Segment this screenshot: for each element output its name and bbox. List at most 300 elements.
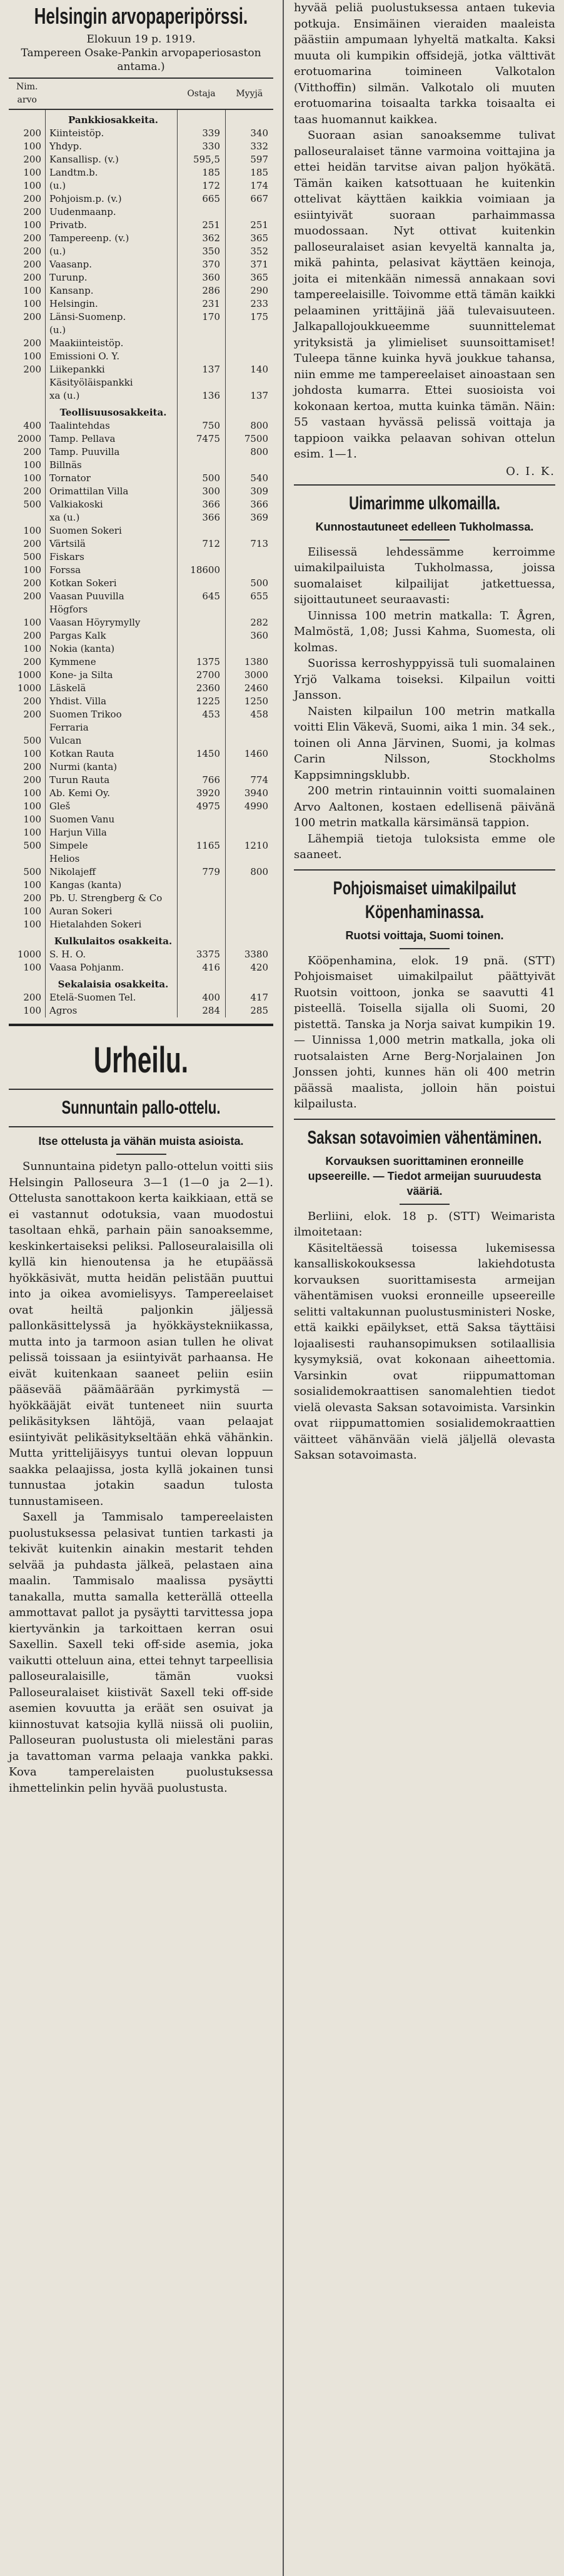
company-name: xa (u.)	[49, 512, 80, 523]
stock-row	[9, 485, 273, 498]
seller-price: 655	[226, 590, 274, 603]
company-name: Kiinteistöp.	[49, 127, 104, 139]
buyer-price: 360	[178, 271, 226, 284]
seller-price	[226, 350, 274, 363]
company-name: Forssa	[49, 564, 81, 576]
football-continued: Suoraan asian sanoaksemme tulivat palloseuralaiset tänne varmoina voittajina ja ettei heidän tarvitse aivan paljon hyökätä. Tämän kaiken katsottuaan he kuitenkin ottelivat käyttäen kaikkia voimiaan ja esiintyivät suoraan parhaimmassa muodossaan. Nyt ottivat kuitenkin palloseuralaiset asian kevyeltä kannalta ja, mikä pahinta, pelasivat käyttäen keinoja, joita ei mitenkään nimessä annakaan sovi tampereelaisille. Toivomme että tämän kaikki pelaaminen yrittäjinä jää tulevaisuuteen. Jalkapallojoukkueemme suunnittelemat yrityksistä ja ylimieliset suunsoittamiset! Tuleepa tänne kuinka hyvä joukkue tahansa, niin emme me tampereelaiset ainoastaan sen johdosta kumarra. Ettei suosioista voi kokonaan kertoa, mutta kuinka tämän. Näin: 55 vastaan hyvässä pelissä voittaja ja tappioon vaikka pelaavan sohivan ottelun esim. 1—1.	[294, 129, 555, 461]
divider	[400, 539, 450, 541]
stock-row	[9, 642, 273, 656]
seller-price	[226, 879, 274, 892]
stock-row	[9, 363, 273, 376]
buyer-price	[178, 629, 226, 642]
company-name: Tornator	[49, 472, 91, 484]
seller-price	[226, 564, 274, 577]
buyer-price	[178, 459, 226, 472]
nominal-value: 200	[9, 232, 46, 245]
nominal-value: 100	[9, 524, 46, 537]
nominal-value: 200	[9, 892, 46, 905]
nominal-value: 200	[9, 271, 46, 284]
col-name	[46, 78, 178, 109]
seller-price: 4990	[226, 800, 274, 813]
stock-row	[9, 472, 273, 485]
nominal-value: 200	[9, 629, 46, 642]
buyer-price: 136	[178, 389, 226, 402]
company-name: Yhdyp.	[49, 141, 83, 152]
buyer-price	[178, 350, 226, 363]
seller-price	[226, 459, 274, 472]
company-name: Harjun Villa	[49, 827, 107, 838]
stock-row	[9, 232, 273, 245]
army-headline: Saksan sotavoimien vähentäminen.	[307, 1127, 542, 1148]
buyer-price: 779	[178, 866, 226, 879]
buyer-price: 284	[178, 1004, 226, 1017]
nominal-value: 100	[9, 350, 46, 363]
army-paragraph: Käsiteltäessä toisessa lukemisessa kansalliskokouksessa lakiehdotusta korvauksen suorittamisesta armeijan vähentämisen vuoksi eronneille upseereille selitti valtakunnan puolustusministeri Noske, että kaikki epäilykset, että Saksa täyttäisi lojaalisesti rauhansopimuksen sotilaallisia kysymyksiä, ovat kokonaan aiheettomia. Varsinkin ovat riippumattoman sosialidemokraattisen sanomalehtien tiedot vielä olevasta Saksan sotavoimista. Varsinkin ovat riippumattomien sosialidemokraattien väitteet vähänvään vielä jäljellä olevasta Saksan sotavoimasta.	[294, 1241, 555, 1462]
buyer-price	[178, 721, 226, 734]
stock-row	[9, 961, 273, 974]
stock-row	[9, 721, 273, 734]
buyer-price	[178, 879, 226, 892]
stock-row	[9, 918, 273, 931]
nominal-value	[9, 603, 46, 616]
stock-row	[9, 629, 273, 642]
nominal-value: 100	[9, 787, 46, 800]
company-name: Högfors	[49, 604, 88, 615]
stock-row	[9, 577, 273, 590]
seller-price	[226, 206, 274, 219]
buyer-price	[178, 616, 226, 629]
company-name: Ferraria	[49, 722, 89, 733]
buyer-price: 1165	[178, 839, 226, 852]
stock-row	[9, 905, 273, 918]
nominal-value: 100	[9, 459, 46, 472]
seller-price	[226, 642, 274, 656]
swim1-headline: Uimarimme ulkomailla.	[349, 492, 500, 514]
seller-price: 175	[226, 311, 274, 324]
company-name: Gleš	[49, 801, 71, 812]
nominal-value: 100	[9, 905, 46, 918]
nominal-value: 200	[9, 258, 46, 271]
buyer-price	[178, 337, 226, 350]
football-deck: Itse ottelusta ja vähän muista asioista.	[38, 1135, 244, 1147]
seller-price: 713	[226, 537, 274, 551]
seller-price: 369	[226, 511, 274, 524]
company-name: Vaasan Höyrymylly	[49, 617, 141, 628]
company-name: Pb. U. Strengberg & Co	[49, 892, 163, 904]
divider	[400, 948, 450, 949]
buyer-price: 170	[178, 311, 226, 324]
nominal-value	[9, 721, 46, 734]
nominal-value: 100	[9, 166, 46, 179]
nominal-value: 200	[9, 363, 46, 376]
stock-title: Helsingin arvopaperipörssi.	[34, 3, 248, 29]
nominal-value: 100	[9, 642, 46, 656]
stock-row	[9, 271, 273, 284]
stock-row	[9, 682, 273, 695]
company-name: Fiskars	[49, 551, 84, 562]
stock-row	[9, 800, 273, 813]
swim2-deck: Ruotsi voittaja, Suomi toinen.	[345, 929, 504, 942]
seller-price: 352	[226, 245, 274, 258]
buyer-price: 366	[178, 498, 226, 511]
buyer-price	[178, 826, 226, 839]
company-name: Kotkan Sokeri	[49, 577, 117, 589]
seller-price: 800	[226, 419, 274, 432]
swim1-deck: Kunnostautuneet edelleen Tukholmassa.	[315, 520, 534, 533]
company-name: Suomen Trikoo	[49, 709, 122, 720]
buyer-price: 172	[178, 179, 226, 192]
buyer-price: 366	[178, 511, 226, 524]
nominal-value: 200	[9, 446, 46, 459]
company-name: Turunp.	[49, 272, 88, 283]
nominal-value: 100	[9, 179, 46, 192]
nominal-value: 200	[9, 153, 46, 166]
buyer-price: 339	[178, 127, 226, 140]
nominal-value: 2000	[9, 432, 46, 446]
buyer-price: 3375	[178, 948, 226, 961]
seller-price: 285	[226, 1004, 274, 1017]
right-column	[285, 0, 564, 2576]
seller-price: 3380	[226, 948, 274, 961]
seller-price: 1250	[226, 695, 274, 708]
stock-row	[9, 787, 273, 800]
seller-price	[226, 905, 274, 918]
seller-price: 1210	[226, 839, 274, 852]
buyer-price: 370	[178, 258, 226, 271]
football-continued: hyvää peliä puolustuksessa antaen tukevia potkuja. Ensimäinen vieraiden maaleista päästiin ampumaan lyhyeltä matkalta. Kaksi muuta oli kumpikin offsidejä, jotka välttivät erotuomarina toimineen Valkotalon (Vitthoffin) silmän. Valkotalo oli muuten erotuomarina toisaalta tarkka toisaalta ei taas huomannut kaikkea.	[294, 1, 555, 126]
seller-price: 500	[226, 577, 274, 590]
stock-row	[9, 459, 273, 472]
nominal-value: 200	[9, 695, 46, 708]
nominal-value: 500	[9, 551, 46, 564]
stock-row	[9, 813, 273, 826]
seller-price	[226, 761, 274, 774]
stock-source: Tampereen Osake-Pankin arvopaperiosaston antama.)	[21, 47, 261, 73]
divider	[294, 1119, 555, 1120]
stock-row	[9, 590, 273, 603]
nominal-value: 200	[9, 192, 46, 206]
divider	[294, 484, 555, 486]
nominal-value: 200	[9, 485, 46, 498]
buyer-price: 286	[178, 284, 226, 297]
sports-section-title: Urheilu.	[93, 1040, 189, 1081]
seller-price	[226, 337, 274, 350]
seller-price: 3940	[226, 787, 274, 800]
stock-row	[9, 747, 273, 761]
buyer-price	[178, 603, 226, 616]
company-name: Taalintehdas	[49, 420, 110, 431]
nominal-value: 500	[9, 866, 46, 879]
stock-row	[9, 852, 273, 866]
buyer-price	[178, 852, 226, 866]
nominal-value: 100	[9, 1004, 46, 1017]
stock-row	[9, 695, 273, 708]
buyer-price: 1375	[178, 656, 226, 669]
company-name: Kotkan Rauta	[49, 748, 114, 759]
nominal-value: 100	[9, 879, 46, 892]
divider	[400, 1204, 450, 1205]
seller-price: 251	[226, 219, 274, 232]
company-name: Simpele	[49, 840, 88, 851]
seller-price: 340	[226, 127, 274, 140]
company-name: Kone- ja Silta	[49, 669, 113, 681]
company-name: Helios	[49, 853, 80, 864]
nominal-value: 200	[9, 577, 46, 590]
stock-row	[9, 669, 273, 682]
company-name: Turun Rauta	[49, 774, 110, 786]
company-name: Tamp. Puuvilla	[49, 446, 120, 457]
nominal-value: 100	[9, 826, 46, 839]
stock-section-heading	[9, 931, 273, 948]
swim1-paragraph: Lähempiä tietoja tuloksista emme ole saaneet.	[294, 832, 555, 861]
divider	[9, 1089, 273, 1090]
company-name: Tampereenp. (v.)	[49, 232, 129, 244]
company-name: (u.)	[49, 246, 66, 257]
section-label: Sekalaisia osakkeita.	[58, 979, 169, 990]
nominal-value: 200	[9, 991, 46, 1004]
buyer-price: 362	[178, 232, 226, 245]
company-name: Emissioni O. Y.	[49, 351, 120, 362]
stock-row	[9, 564, 273, 577]
buyer-price	[178, 577, 226, 590]
football-paragraph: Sunnuntaina pidetyn pallo-ottelun voitti siis Helsingin Palloseura 3—1 (1—0 ja 2—1). Ottelusta sanottakoon kerta kaikkiaan, että se ei vastannut odotuksia, vaan muodostui tasoltaan ehkä, parhain päin sanoaksemme, keskinkertaiseksi peliksi. Palloseuralaisilla oli kyllä kin hienoutensa ja he etupäässä hyökkäsivät, mutta heidän pelistään puuttui into ja oikea avomielisyys. Tampereelaiset ovat heiltä paljonkin jäljessä pallonkäsittelyssä ja hyökkäystekniikassa, mutta into ja tarmoon asian tullen he olivat pelissä toissaan ja esiintyivät parhaansa. He eivät kuitenkaan saaneet peliin esiin pääsevää päämäärään pyrkimystä — hyökkääjät eivät tunteneet niin suurta pelikäsityksen lähtöjä, vaan pelaajat esiintyivät pelikäsitykseltään ehkä vähänkin. Mutta yrittelijäisyys tuntui olevan loppuun saakka pelaajissa, josta kyllä jokainen tunsi tunnustaa jotakin saadun tulosta tunnustamiseen.	[9, 1160, 273, 1508]
buyer-price	[178, 376, 226, 389]
nominal-value: 200	[9, 774, 46, 787]
buyer-price	[178, 524, 226, 537]
stock-row	[9, 153, 273, 166]
stock-row	[9, 991, 273, 1004]
nominal-value	[9, 324, 46, 337]
seller-price: 540	[226, 472, 274, 485]
seller-price: 417	[226, 991, 274, 1004]
seller-price: 1460	[226, 747, 274, 761]
company-name: Vaasan Puuvilla	[49, 591, 124, 602]
army-deck: Korvauksen suorittaminen eronneille upseereille. — Tiedot armeijan suuruudesta vääriä.	[308, 1154, 541, 1197]
stock-row	[9, 551, 273, 564]
nominal-value: 500	[9, 839, 46, 852]
nominal-value: 100	[9, 961, 46, 974]
section-divider	[9, 1024, 273, 1026]
swim2-headline: Pohjoismaiset uimakilpailut Köpenhaminassa.	[333, 877, 516, 922]
seller-price	[226, 734, 274, 747]
stock-row	[9, 166, 273, 179]
seller-price: 7500	[226, 432, 274, 446]
stock-row	[9, 537, 273, 551]
seller-price: 667	[226, 192, 274, 206]
company-name: Orimattilan Villa	[49, 486, 129, 497]
buyer-price: 2360	[178, 682, 226, 695]
buyer-price: 7475	[178, 432, 226, 446]
company-name: Agros	[49, 1005, 78, 1016]
buyer-price: 665	[178, 192, 226, 206]
company-name: Yhdist. Villa	[49, 696, 107, 707]
buyer-price: 251	[178, 219, 226, 232]
seller-price: 140	[226, 363, 274, 376]
nominal-value: 100	[9, 564, 46, 577]
stock-row	[9, 498, 273, 511]
section-label: Pankkiosakkeita.	[68, 114, 159, 126]
company-name: Nurmi (kanta)	[49, 761, 118, 772]
seller-price: 233	[226, 297, 274, 311]
seller-price: 420	[226, 961, 274, 974]
football-headline: Sunnuntain pallo-ottelu.	[61, 1097, 221, 1118]
seller-price	[226, 892, 274, 905]
company-name: Värtsilä	[49, 538, 86, 549]
stock-row	[9, 826, 273, 839]
seller-price: 2460	[226, 682, 274, 695]
divider	[116, 1154, 166, 1155]
nominal-value: 200	[9, 206, 46, 219]
buyer-price: 712	[178, 537, 226, 551]
company-name: Helsingin.	[49, 298, 98, 309]
company-name: (u.)	[49, 180, 66, 191]
nominal-value: 500	[9, 734, 46, 747]
seller-price	[226, 551, 274, 564]
nominal-value: 100	[9, 140, 46, 153]
nominal-value: 500	[9, 498, 46, 511]
seller-price: 365	[226, 271, 274, 284]
stock-row	[9, 708, 273, 721]
seller-price: 597	[226, 153, 274, 166]
nominal-value: 1000	[9, 948, 46, 961]
seller-price: 371	[226, 258, 274, 271]
stock-row	[9, 337, 273, 350]
stock-row	[9, 258, 273, 271]
army-paragraph: Berliini, elok. 18 p. (STT) Weimarista ilmoitetaan:	[294, 1209, 555, 1239]
nominal-value: 200	[9, 708, 46, 721]
stock-row	[9, 839, 273, 852]
nominal-value: 200	[9, 656, 46, 669]
nominal-value: 100	[9, 472, 46, 485]
seller-price	[226, 826, 274, 839]
buyer-price: 766	[178, 774, 226, 787]
company-name: Billnäs	[49, 459, 82, 471]
stock-row	[9, 179, 273, 192]
seller-price: 332	[226, 140, 274, 153]
buyer-price: 2700	[178, 669, 226, 682]
company-name: Suomen Sokeri	[49, 525, 122, 536]
buyer-price	[178, 734, 226, 747]
divider	[9, 1126, 273, 1127]
stock-table	[9, 77, 273, 1017]
nominal-value	[9, 852, 46, 866]
company-name: Kansanp.	[49, 285, 94, 296]
buyer-price: 350	[178, 245, 226, 258]
buyer-price	[178, 813, 226, 826]
stock-row	[9, 616, 273, 629]
company-name: S. H. O.	[49, 949, 86, 960]
company-name: Nokia (kanta)	[49, 643, 115, 654]
seller-price: 309	[226, 485, 274, 498]
company-name: Valkiakoski	[49, 499, 103, 510]
seller-price: 3000	[226, 669, 274, 682]
stock-row	[9, 350, 273, 363]
buyer-price: 453	[178, 708, 226, 721]
company-name: (u.)	[49, 324, 66, 336]
football-paragraph: Saxell ja Tammisalo tampereelaisten puolustuksessa pelasivat tuntien tarkasti ja tekivät kuitenkin ainakin mestarit tehden selvää ja puhdasta jälkeä, pelastaen aina maalin. Tammisalo maalissa pysäytti tanakalla, mutta samalla ketterällä otteella ammottavat pallot ja pysäytti tarvittessa jopa kiertyvänkin ja tarkoittaen kerran osui Saxellin. Saxell teki off-side asemia, joka vaikutti otteluun aina, ettei tehnyt tarpeellisia palloseuralaisille, tämän vuoksi Palloseuralaiset kiistivät Saxell teki off-side asemien kovuutta ja eräät sen osuivat ja kiinnostuvat katsojia kyllä niissä oli puoliin, Palloseuran puolustusta oli mielestäni paras ja tavattoman varma pelaaja vankka pakki. Kova tamperelaisten puolustuksessa ihmettelinkin pelin hyvää puolustusta.	[9, 1510, 273, 1795]
swim1-paragraph: 200 metrin rintauinnin voitti suomalainen Arvo Aaltonen, kostaen edellisenä päivänä 100 metrin matkalla kärsimänsä tappion.	[294, 784, 555, 829]
stock-row	[9, 879, 273, 892]
nominal-value: 1000	[9, 682, 46, 695]
column-rule	[283, 0, 284, 2576]
stock-row	[9, 376, 273, 389]
buyer-price	[178, 918, 226, 931]
stock-row	[9, 866, 273, 879]
stock-rows	[9, 109, 273, 1017]
author-signature: O. I. K.	[506, 464, 555, 478]
nominal-value: 200	[9, 311, 46, 324]
buyer-price: 3920	[178, 787, 226, 800]
seller-price: 360	[226, 629, 274, 642]
company-name: Uudenmaanp.	[49, 206, 116, 217]
seller-price: 185	[226, 166, 274, 179]
company-name: Kansallisp. (v.)	[49, 154, 119, 165]
nominal-value: 200	[9, 127, 46, 140]
company-name: Nikolajeff	[49, 866, 96, 877]
divider	[294, 869, 555, 871]
seller-price: 174	[226, 179, 274, 192]
nominal-value: 100	[9, 284, 46, 297]
company-name: Läskelä	[49, 682, 86, 694]
company-name: Pohjoism.p. (v.)	[49, 193, 122, 204]
nominal-value	[9, 376, 46, 389]
company-name: Kymmene	[49, 656, 96, 667]
company-name: Kangas (kanta)	[49, 879, 122, 891]
buyer-price: 416	[178, 961, 226, 974]
seller-price: 282	[226, 616, 274, 629]
seller-price: 774	[226, 774, 274, 787]
seller-price	[226, 918, 274, 931]
swim1-paragraph: Naisten kilpailun 100 metrin matkalla voitti Elin Väkevä, Suomi, aika 1 min. 34 sek., toinen oli Anna Järvinen, Suomi, ja kolmas Carin Nilsson, Stockholms Kappsimningsklubb.	[294, 704, 555, 782]
seller-price	[226, 524, 274, 537]
stock-row	[9, 734, 273, 747]
buyer-price: 4975	[178, 800, 226, 813]
nominal-value: 200	[9, 337, 46, 350]
seller-price: 458	[226, 708, 274, 721]
stock-row	[9, 892, 273, 905]
company-name: Auran Sokeri	[49, 906, 113, 917]
stock-row	[9, 311, 273, 324]
nominal-value: 100	[9, 219, 46, 232]
company-name: Vulcan	[49, 735, 82, 746]
company-name: Tamp. Pellava	[49, 433, 116, 444]
stock-row	[9, 297, 273, 311]
stock-section-heading	[9, 402, 273, 419]
company-name: xa (u.)	[49, 390, 80, 401]
nominal-value: 100	[9, 297, 46, 311]
buyer-price	[178, 206, 226, 219]
swim1-paragraph: Suorissa kerroshyppyissä tuli suomalainen Yrjö Valkama toiseksi. Kilpailun voitti Jansson.	[294, 657, 555, 702]
stock-section-heading	[9, 109, 273, 127]
buyer-price: 645	[178, 590, 226, 603]
buyer-price	[178, 551, 226, 564]
stock-row	[9, 127, 273, 140]
stock-row	[9, 761, 273, 774]
seller-price: 290	[226, 284, 274, 297]
nominal-value	[9, 511, 46, 524]
stock-row	[9, 524, 273, 537]
col-buyer: Ostaja	[178, 78, 226, 109]
nominal-value: 100	[9, 616, 46, 629]
company-name: Etelä-Suomen Tel.	[49, 992, 136, 1003]
stock-row	[9, 774, 273, 787]
buyer-price	[178, 892, 226, 905]
company-name: Vaasa Pohjanm.	[49, 962, 124, 973]
company-name: Ab. Kemi Oy.	[49, 787, 110, 799]
buyer-price	[178, 761, 226, 774]
nominal-value: 100	[9, 747, 46, 761]
buyer-price: 750	[178, 419, 226, 432]
